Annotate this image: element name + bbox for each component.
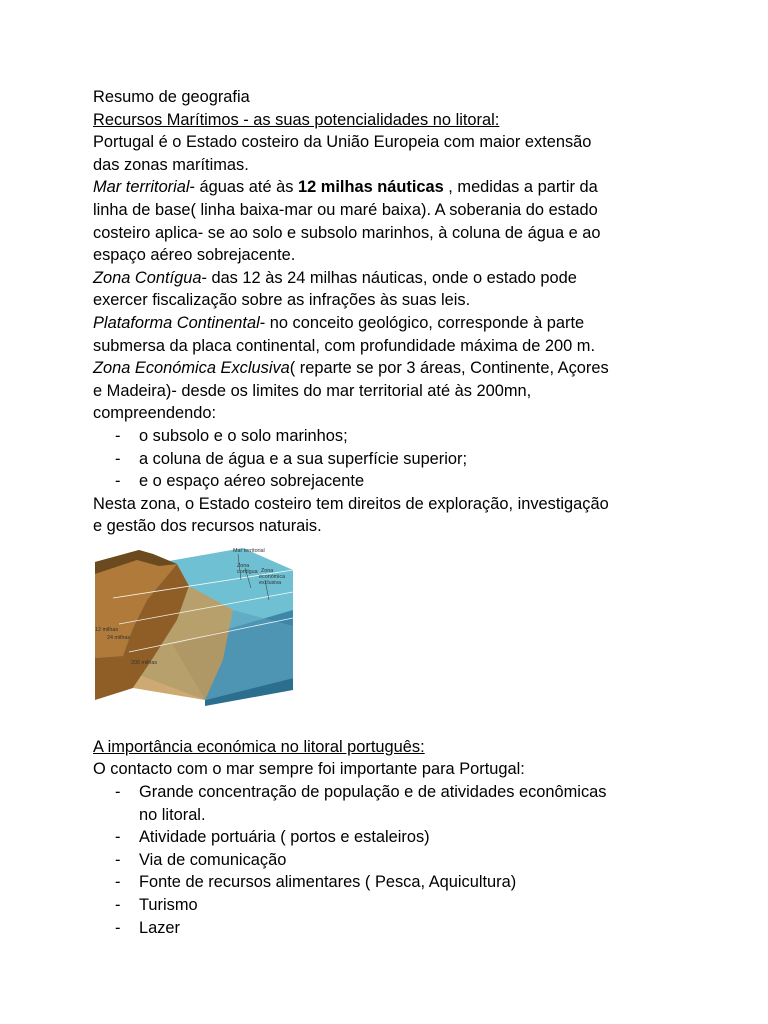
mar-territorial-term: Mar territorial (93, 178, 190, 197)
list-item (93, 894, 673, 917)
list-item (93, 826, 673, 849)
bullet-dash: - (115, 426, 121, 445)
maritime-zones-svg (93, 540, 294, 708)
bullet-text: e o espaço aéreo sobrejacente (139, 472, 365, 491)
label-zee-2: económica (259, 573, 286, 580)
plataforma-text: - no conceito geológico, corresponde à parte (259, 313, 585, 332)
zona-contigua-text: - das 12 às 24 milhas náuticas, onde o estado pode (201, 268, 577, 287)
label-12-milhas: 12 milhas (95, 626, 119, 633)
list-item (93, 448, 673, 471)
plataforma-term: Plataforma Continental (93, 313, 260, 332)
maritime-zones-diagram (93, 540, 294, 708)
mar-territorial-line-4: espaço aéreo sobrejacente. (93, 246, 296, 265)
document-body (93, 86, 673, 939)
zee-line-3: compreendendo: (93, 404, 217, 423)
section2-heading: A importância económica no litoral português: (93, 737, 425, 756)
doc-title: Resumo de geografia (93, 88, 250, 106)
bullet-text: o subsolo e o solo marinhos; (139, 426, 348, 445)
bullet-dash: - (115, 850, 121, 869)
zee-line-2: e Madeira)- desde os limites do mar territorial até às 200mn, (93, 381, 532, 400)
bullet-text: Fonte de recursos alimentares ( Pesca, Aquicultura) (139, 873, 517, 892)
bullet-dash: - (115, 918, 121, 937)
economy-bullet-list (93, 781, 673, 939)
list-item (93, 781, 673, 826)
label-zona-contigua-1: Zona (237, 562, 250, 569)
mar-territorial-text-b: , medidas a partir da (443, 178, 598, 197)
section1-heading: Recursos Marítimos - as suas potencialidades no litoral: (93, 110, 500, 129)
label-200-milhas: 200 milhas (131, 659, 158, 666)
bullet-text: Turismo (139, 896, 198, 915)
bullet-dash: - (115, 449, 121, 468)
bullet-text: Lazer (139, 918, 181, 937)
bullet-dash: - (115, 873, 121, 892)
bullet-dash: - (115, 828, 121, 847)
list-item (93, 470, 673, 493)
label-24-milhas: 24 milhas (107, 634, 131, 641)
bullet-dash: - (115, 472, 121, 491)
list-item (93, 849, 673, 872)
label-mar-territorial: Mar territorial (233, 547, 265, 554)
list-item (93, 871, 673, 894)
mar-territorial-text-a: - águas até às (189, 178, 298, 197)
bullet-text: Via de comunicação (139, 850, 287, 869)
list-item (93, 425, 673, 448)
zee-bullet-list (93, 425, 673, 493)
section2-intro: O contacto com o mar sempre foi importante para Portugal: (93, 760, 525, 779)
mar-territorial-line-1 (93, 176, 673, 199)
mar-territorial-line-3: costeiro aplica- se ao solo e subsolo marinhos, à coluna de água e ao (93, 223, 601, 242)
bullet-dash: - (115, 783, 121, 802)
bullet-dash: - (115, 896, 121, 915)
plataforma-line-1 (93, 312, 673, 335)
bullet-text: Atividade portuária ( portos e estaleiros) (139, 828, 430, 847)
zona-contigua-term: Zona Contígua (93, 268, 202, 287)
label-zona-contigua-2: contígua (237, 568, 258, 575)
intro-line-1: Portugal é o Estado costeiro da União Europeia com maior extensão (93, 133, 592, 152)
zona-contigua-line-2: exercer fiscalização sobre as infrações às suas leis. (93, 291, 471, 310)
plataforma-line-2: submersa da placa continental, com profundidade máxima de 200 m. (93, 336, 596, 355)
bullet-text: a coluna de água e a sua superfície superior; (139, 449, 468, 468)
list-item (93, 917, 673, 940)
zee-line-1 (93, 357, 673, 380)
after-line-2: e gestão dos recursos naturais. (93, 517, 322, 536)
mar-territorial-bold: 12 milhas náuticas (297, 178, 444, 197)
bullet-text-continued: no litoral. (139, 805, 206, 824)
label-zee-3: exclusiva (259, 579, 282, 586)
bullet-text: Grande concentração de população e de atividades econômicas (139, 783, 607, 802)
zona-contigua-line-1 (93, 267, 673, 290)
intro-line-2: das zonas marítimas. (93, 155, 249, 174)
zee-term: Zona Económica Exclusiva (93, 359, 290, 378)
after-line-1: Nesta zona, o Estado costeiro tem direitos de exploração, investigação (93, 494, 609, 513)
mar-territorial-line-2: linha de base( linha baixa-mar ou maré baixa). A soberania do estado (93, 200, 598, 219)
zee-text: ( reparte se por 3 áreas, Continente, Açores (289, 359, 609, 378)
label-zee-1: Zona (261, 567, 274, 574)
